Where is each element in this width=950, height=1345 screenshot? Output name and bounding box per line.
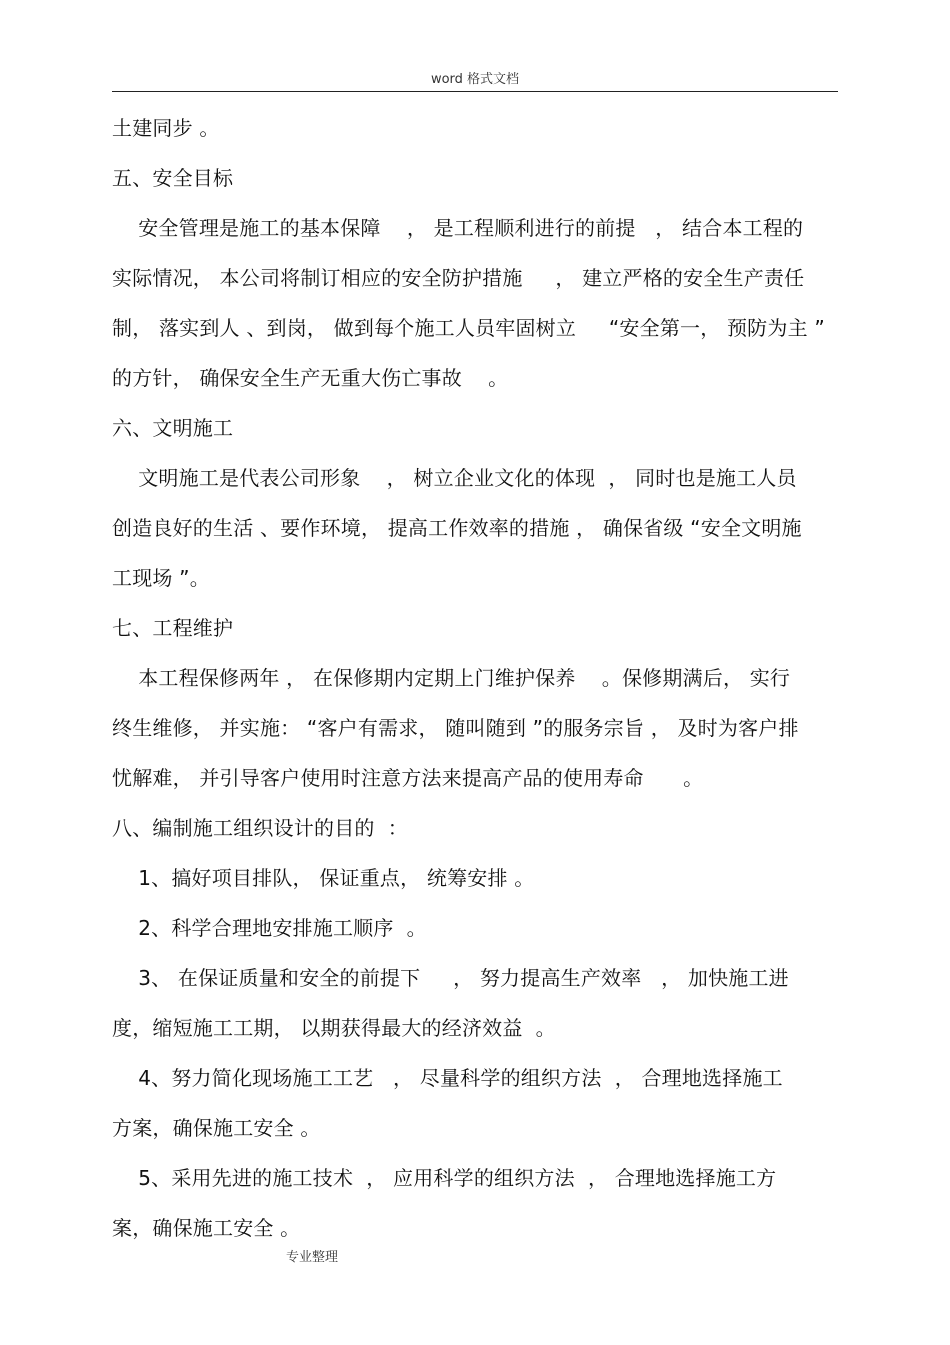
body-line: 的方针， 确保安全生产无重大伤亡事故 。 (112, 366, 509, 390)
list-item: 3、 在保证质量和安全的前提下 ， 努力提高生产效率 ， 加快施工进 (112, 966, 789, 990)
list-item: 2、科学合理地安排施工顺序 。 (112, 916, 427, 940)
section-heading: 八、编制施工组织设计的目的 ： (112, 816, 408, 840)
list-item: 4、努力简化现场施工工艺 ， 尽量科学的组织方法 ， 合理地选择施工 (112, 1066, 783, 1090)
page-header: word 格式文档 (430, 72, 520, 87)
body-line: 度，缩短施工工期， 以期获得最大的经济效益 。 (112, 1016, 556, 1040)
list-item: 5、采用先进的施工技术 ， 应用科学的组织方法 ， 合理地选择施工方 (112, 1166, 777, 1190)
section-heading: 七、工程维护 (112, 616, 234, 640)
section-heading: 六、文明施工 (112, 416, 234, 440)
body-line: 实际情况， 本公司将制订相应的安全防护措施 ， 建立严格的安全生产责任 (112, 266, 805, 290)
body-line: 忧解难， 并引导客户使用时注意方法来提高产品的使用寿命 。 (112, 766, 704, 790)
body-line: 土建同步 。 (112, 116, 220, 140)
body-line: 文明施工是代表公司形象 ， 树立企业文化的体现 ， 同时也是施工人员 (112, 466, 797, 490)
body-line: 终生维修， 并实施： “客户有需求， 随叫随到 ”的服务宗旨 ， 及时为客户排 (112, 716, 799, 740)
header-divider (112, 91, 838, 92)
body-line: 本工程保修两年 ， 在保修期内定期上门维护保养 。保修期满后， 实行 (112, 666, 791, 690)
body-line: 创造良好的生活 、要作环境， 提高工作效率的措施 ， 确保省级 “安全文明施 (112, 516, 802, 540)
section-heading: 五、安全目标 (112, 166, 234, 190)
body-line: 方案，确保施工安全 。 (112, 1116, 321, 1140)
list-item: 1、搞好项目排队， 保证重点， 统筹安排 。 (112, 866, 535, 890)
page-footer: 专业整理 (286, 1250, 339, 1265)
body-line: 案，确保施工安全 。 (112, 1216, 301, 1240)
body-line: 工现场 ”。 (112, 566, 210, 590)
body-line: 安全管理是施工的基本保障 ， 是工程顺利进行的前提 ， 结合本工程的 (112, 216, 804, 240)
body-line: 制， 落实到人 、到岗， 做到每个施工人员牢固树立 “安全第一， 预防为主 ” (112, 316, 825, 340)
